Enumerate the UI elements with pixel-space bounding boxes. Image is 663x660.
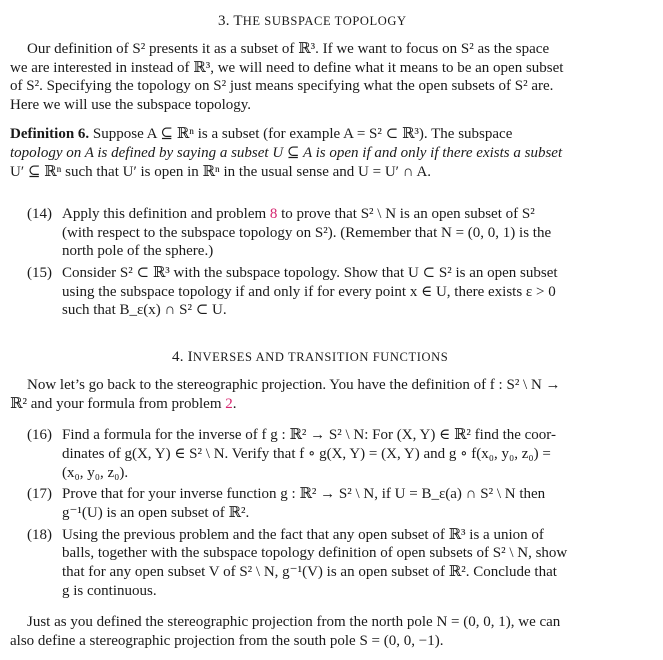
problem-15-line-2: using the subspace topology if and only if for every point x ∈ U, there exists ε > 0: [62, 284, 556, 300]
problem-17-line-1: Prove that for your inverse function g : ℝ² → S² \ N, if U = B_ε(a) ∩ S² \ N then: [62, 486, 546, 502]
section-4-line-1: Now let’s go back to the stereographic projection. You have the definition of f : S² \ N →: [27, 377, 561, 393]
section-3-title-initial: T: [233, 13, 243, 29]
definition-6-line-1: [10, 125, 512, 143]
problem-ref-link-2[interactable]: 2: [225, 396, 233, 412]
problem-14-line-1: Apply this definition and problem 8 to prove that S² \ N is an open subset of S²: [62, 206, 535, 222]
problem-18-line-4: g is continuous.: [62, 583, 157, 599]
section-3-number: 3.: [218, 13, 230, 29]
section-4-number: 4.: [172, 349, 184, 365]
problem-14-line-3: north pole of the sphere.): [62, 243, 214, 259]
problem-16-line-3: (x₀, y₀, z₀).: [62, 465, 129, 481]
problem-18-number: (18): [27, 527, 52, 543]
intro-line-4: Here we will use the subspace topology.: [10, 97, 252, 113]
problem-15-number: (15): [27, 265, 52, 281]
intro-line-1: Our definition of S² presents it as a subset of ℝ³. If we want to focus on S² as the space: [27, 41, 550, 57]
problem-16-number: (16): [27, 427, 52, 443]
problem-ref-link-8[interactable]: 8: [269, 206, 278, 222]
problem-14-number: (14): [27, 206, 52, 222]
intro-line-2: we are interested in instead of ℝ³, we will need to define what it means to be an open subset: [10, 60, 564, 76]
section-3-heading: [218, 12, 407, 30]
problem-15-line-3: such that B_ε(x) ∩ S² ⊂ U.: [62, 302, 227, 318]
problem-18-line-3: that for any open subset V of S² \ N, g⁻¹(V) is an open subset of ℝ². Conclude that: [62, 564, 557, 580]
problem-15-line-1: Consider S² ⊂ ℝ³ with the subspace topology. Show that U ⊂ S² is an open subset: [62, 265, 558, 281]
section-3-title-rest: HE SUBSPACE TOPOLOGY: [242, 14, 407, 28]
problem-18-line-2: balls, together with the subspace topology definition of open subsets of S² \ N, show: [62, 545, 568, 561]
problem-14-line-2: (with respect to the subspace topology on S²). (Remember that N = (0, 0, 1) is the: [62, 225, 552, 241]
closing-line-1: Just as you defined the stereographic projection from the north pole N = (0, 0, 1), we can: [27, 614, 561, 630]
problem-16-line-1: Find a formula for the inverse of f g : ℝ² → S² \ N: For (X, Y) ∈ ℝ² find the coor-: [62, 427, 556, 443]
definition-6-label: Definition 6.: [10, 126, 90, 142]
intro-line-3: of S². Specifying the topology on S² just means specifying what the open subsets of S² are.: [10, 78, 554, 94]
definition-6-text-1: Suppose A ⊆ ℝⁿ is a subset (for example A = S² ⊂ ℝ³). The subspace: [92, 126, 513, 142]
closing-line-2: also define a stereographic projection from the south pole S = (0, 0, −1).: [10, 633, 444, 649]
section-4-title-initial: I: [187, 349, 193, 365]
definition-6-line-2: topology on A is defined by saying a subset U ⊆ A is open if and only if there exists a subset: [10, 145, 563, 161]
problem-17-number: (17): [27, 486, 52, 502]
section-4-line-2: ℝ² and your formula from problem 2.: [10, 396, 237, 412]
problem-18-line-1: Using the previous problem and the fact that any open subset of ℝ³ is a union of: [62, 527, 544, 543]
problem-16-line-2: dinates of g(X, Y) ∈ S² \ N. Verify that f ∘ g(X, Y) = (X, Y) and g ∘ f(x₀, y₀, z₀) =: [62, 446, 551, 462]
section-4-title-rest: NVERSES AND TRANSITION FUNCTIONS: [192, 350, 449, 364]
problem-17-line-2: g⁻¹(U) is an open subset of ℝ².: [62, 505, 250, 521]
definition-6-line-3: U′ ⊆ ℝⁿ such that U′ is open in ℝⁿ in the usual sense and U = U′ ∩ A.: [10, 164, 432, 180]
section-4-heading: [172, 348, 448, 366]
